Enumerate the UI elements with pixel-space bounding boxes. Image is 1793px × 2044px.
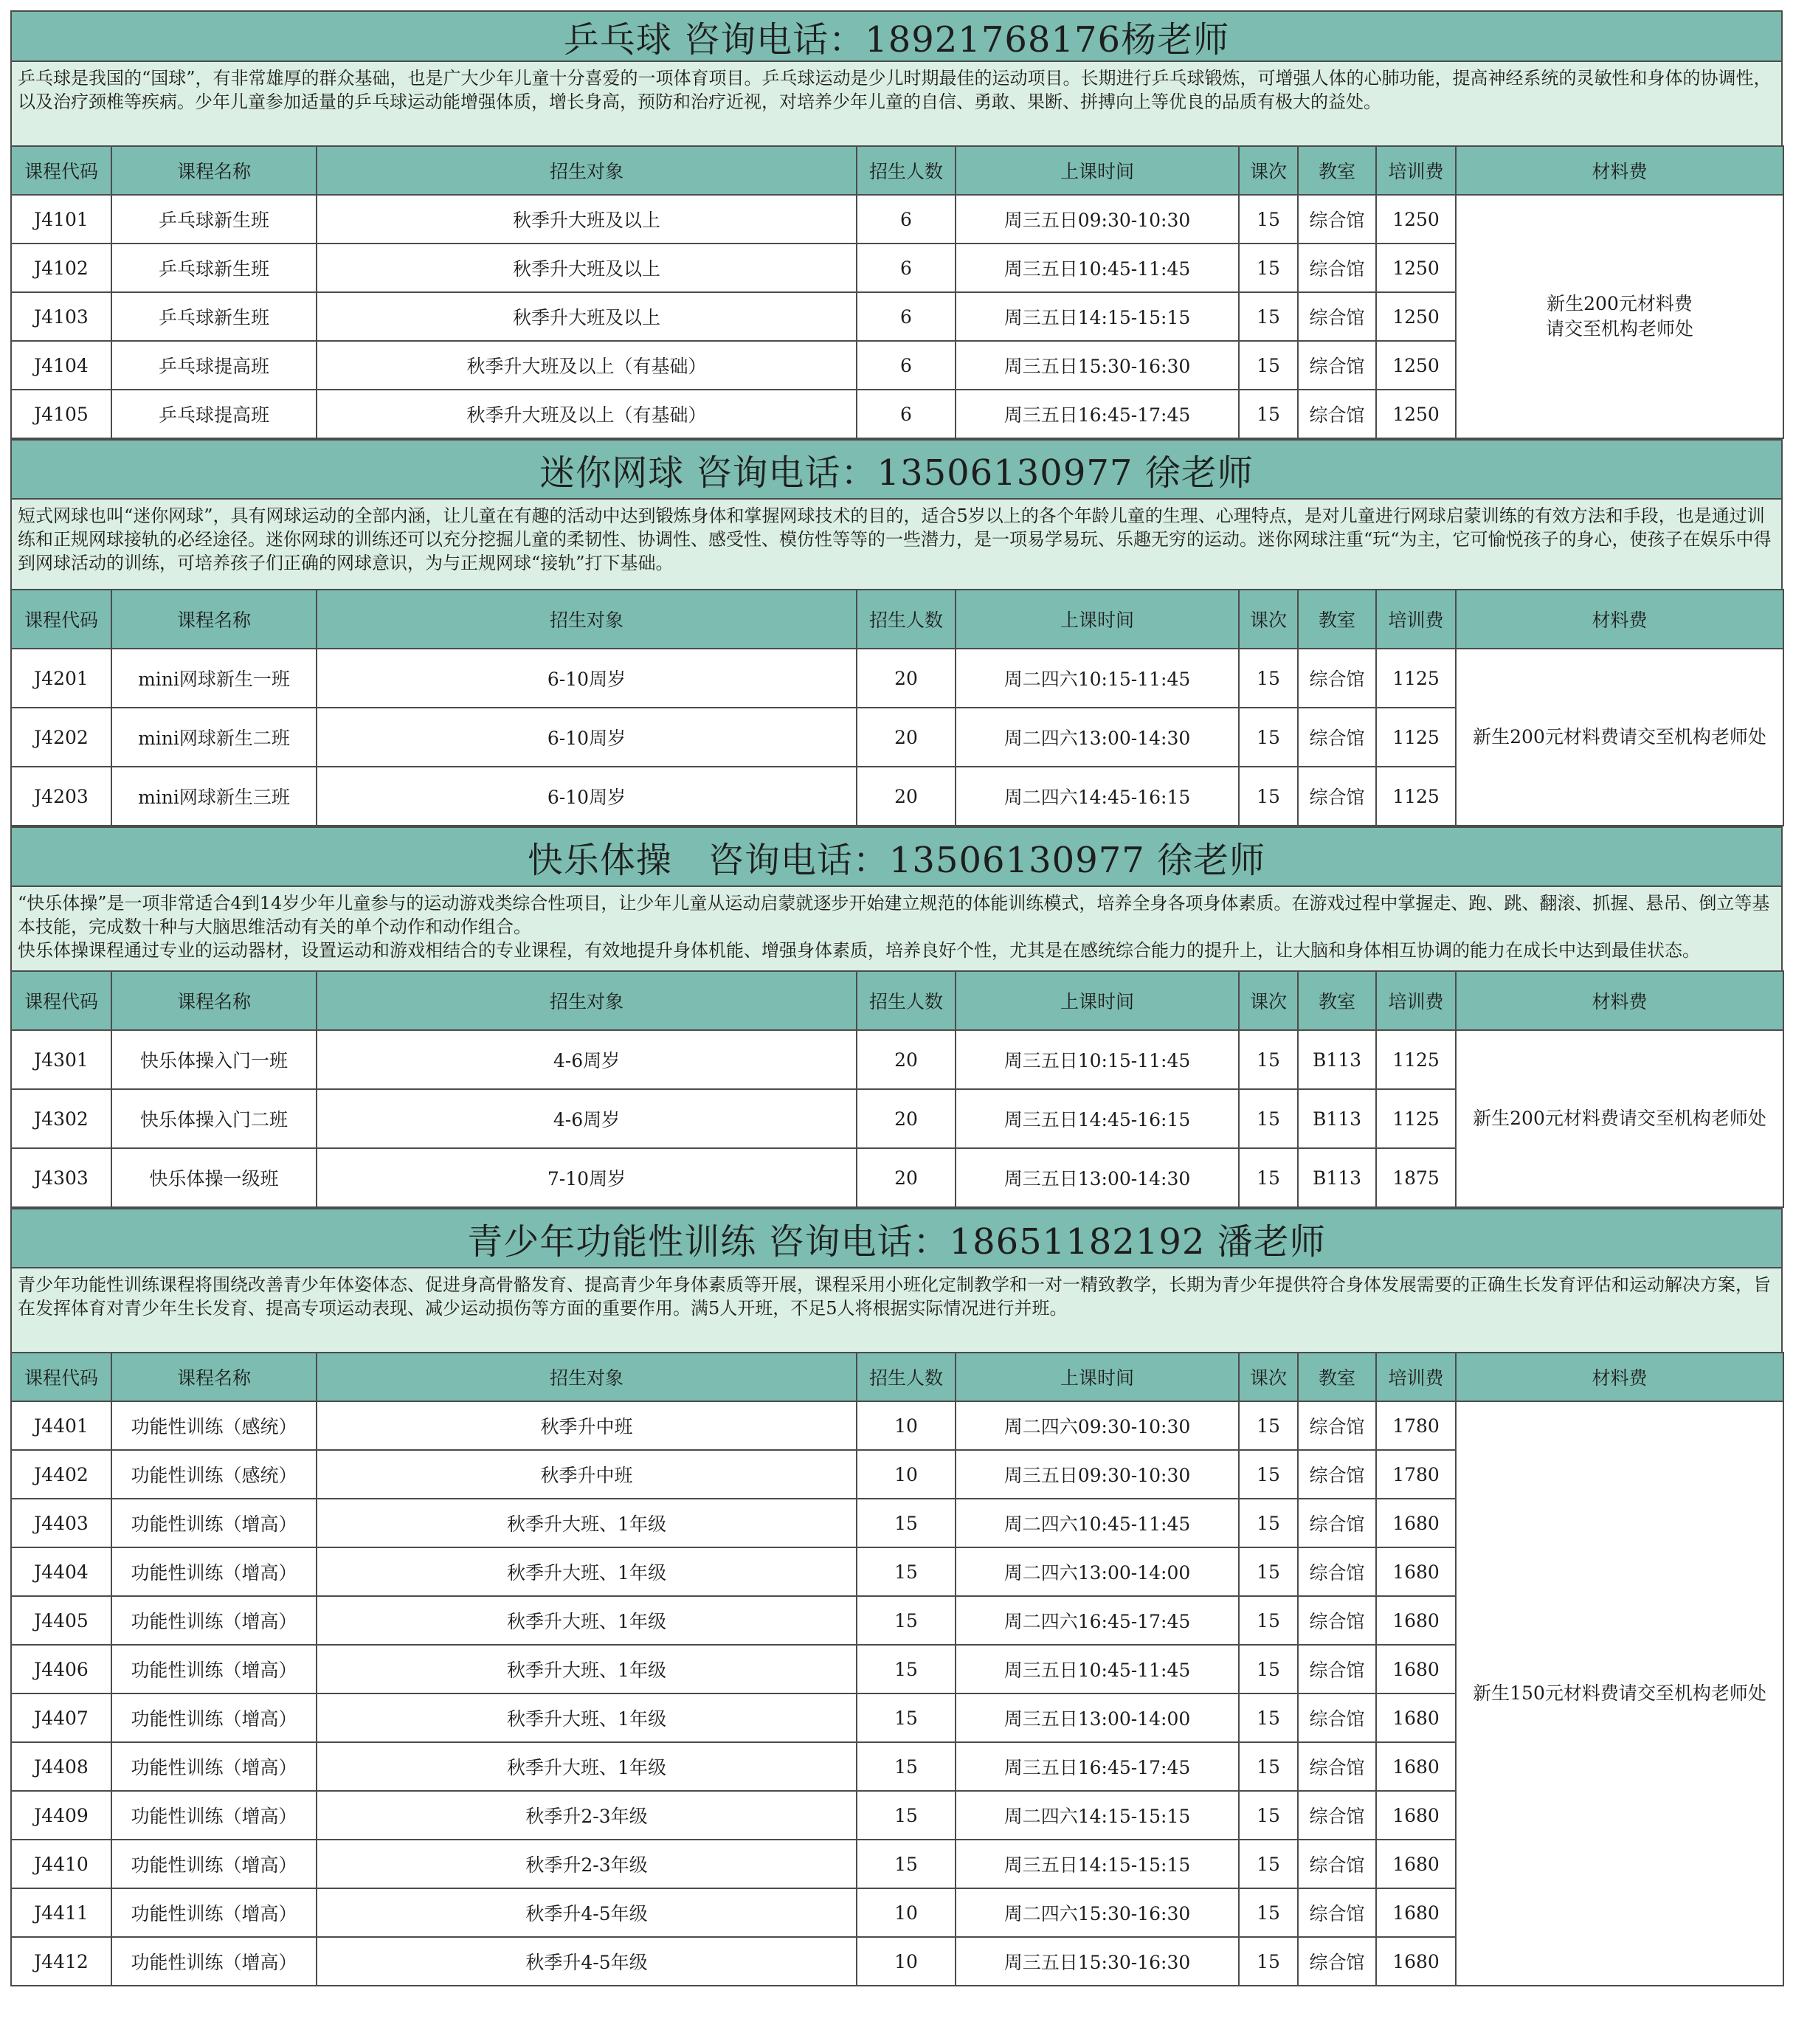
cell-course-code: J4101 <box>11 195 111 244</box>
cell-course-name: 功能性训练（增高） <box>111 1499 317 1547</box>
cell-tuition: 1250 <box>1376 244 1456 292</box>
cell-target-students: 秋季升大班及以上 <box>317 244 857 292</box>
cell-course-code: J4201 <box>11 649 111 708</box>
section-description: 青少年功能性训练课程将围绕改善青少年体姿体态、促进身高骨骼发育、提高青少年身体素质等开展，课程采用小班化定制教学和一对一精致教学，长期为青少年提供符合身体发展需要的正确生长发育评估和运动解决方案，旨在发挥体育对青少年生长发育、提高专项运动表现、减少运动损伤等方面的重要作用。满5人开班，不足5人将根据实际情况进行并班。 <box>10 1267 1783 1352</box>
cell-enrollment: 15 <box>857 1499 956 1547</box>
cell-class-time: 周三五日15:30-16:30 <box>956 1937 1239 1986</box>
cell-class-time: 周三五日16:45-17:45 <box>956 390 1239 438</box>
cell-tuition: 1680 <box>1376 1937 1456 1986</box>
cell-class-time: 周三五日09:30-10:30 <box>956 1450 1239 1499</box>
cell-target-students: 秋季升4-5年级 <box>317 1888 857 1937</box>
cell-sessions: 15 <box>1239 1840 1298 1888</box>
header-course-name: 课程名称 <box>111 971 317 1030</box>
cell-course-name: 功能性训练（增高） <box>111 1596 317 1645</box>
header-enrollment: 招生人数 <box>857 590 956 649</box>
cell-course-name: 快乐体操一级班 <box>111 1148 317 1207</box>
cell-target-students: 秋季升大班及以上 <box>317 292 857 341</box>
cell-sessions: 15 <box>1239 1645 1298 1693</box>
cell-course-name: 功能性训练（感统） <box>111 1401 317 1450</box>
cell-tuition: 1250 <box>1376 195 1456 244</box>
table-row <box>11 649 1783 708</box>
cell-class-time: 周二四六16:45-17:45 <box>956 1596 1239 1645</box>
cell-target-students: 秋季升大班、1年级 <box>317 1596 857 1645</box>
cell-sessions: 15 <box>1239 1547 1298 1596</box>
cell-material-fee: 新生200元材料费请交至机构老师处 <box>1456 1030 1783 1207</box>
cell-class-time: 周二四六14:45-16:15 <box>956 767 1239 826</box>
cell-sessions: 15 <box>1239 767 1298 826</box>
header-tuition: 培训费 <box>1376 971 1456 1030</box>
cell-course-name: 功能性训练（感统） <box>111 1450 317 1499</box>
cell-class-time: 周二四六10:15-11:45 <box>956 649 1239 708</box>
cell-tuition: 1125 <box>1376 767 1456 826</box>
cell-enrollment: 15 <box>857 1596 956 1645</box>
cell-class-time: 周三五日16:45-17:45 <box>956 1742 1239 1791</box>
cell-target-students: 秋季升中班 <box>317 1401 857 1450</box>
cell-classroom: 综合馆 <box>1298 1840 1376 1888</box>
header-classroom: 教室 <box>1298 146 1376 195</box>
cell-sessions: 15 <box>1239 1888 1298 1937</box>
cell-classroom: B113 <box>1298 1030 1376 1089</box>
cell-target-students: 6-10周岁 <box>317 708 857 767</box>
cell-course-name: 快乐体操入门二班 <box>111 1089 317 1148</box>
cell-enrollment: 15 <box>857 1840 956 1888</box>
cell-class-time: 周二四六13:00-14:00 <box>956 1547 1239 1596</box>
cell-tuition: 1780 <box>1376 1450 1456 1499</box>
cell-classroom: B113 <box>1298 1089 1376 1148</box>
cell-target-students: 秋季升大班、1年级 <box>317 1693 857 1742</box>
cell-course-code: J4102 <box>11 244 111 292</box>
cell-course-name: 乒乓球提高班 <box>111 341 317 390</box>
cell-tuition: 1680 <box>1376 1547 1456 1596</box>
header-course-name: 课程名称 <box>111 1353 317 1401</box>
cell-course-code: J4407 <box>11 1693 111 1742</box>
cell-course-code: J4410 <box>11 1840 111 1888</box>
cell-course-name: mini网球新生一班 <box>111 649 317 708</box>
header-course-code: 课程代码 <box>11 1353 111 1401</box>
cell-sessions: 15 <box>1239 1791 1298 1840</box>
cell-tuition: 1125 <box>1376 708 1456 767</box>
cell-sessions: 15 <box>1239 341 1298 390</box>
header-sessions: 课次 <box>1239 590 1298 649</box>
section-title: 乒乓球 咨询电话：18921768176杨老师 <box>10 10 1783 61</box>
cell-course-name: 功能性训练（增高） <box>111 1840 317 1888</box>
cell-course-code: J4303 <box>11 1148 111 1207</box>
cell-tuition: 1125 <box>1376 1089 1456 1148</box>
cell-enrollment: 10 <box>857 1450 956 1499</box>
cell-classroom: 综合馆 <box>1298 244 1376 292</box>
cell-material-fee: 新生200元材料费 请交至机构老师处 <box>1456 195 1783 438</box>
cell-tuition: 1680 <box>1376 1693 1456 1742</box>
cell-enrollment: 15 <box>857 1742 956 1791</box>
cell-tuition: 1125 <box>1376 1030 1456 1089</box>
cell-classroom: 综合馆 <box>1298 341 1376 390</box>
cell-sessions: 15 <box>1239 195 1298 244</box>
cell-course-name: 乒乓球新生班 <box>111 244 317 292</box>
header-sessions: 课次 <box>1239 1353 1298 1401</box>
cell-course-name: 功能性训练（增高） <box>111 1742 317 1791</box>
header-material-fee: 材料费 <box>1456 971 1783 1030</box>
cell-target-students: 秋季升大班及以上（有基础） <box>317 341 857 390</box>
cell-class-time: 周三五日14:15-15:15 <box>956 1840 1239 1888</box>
cell-sessions: 15 <box>1239 708 1298 767</box>
cell-course-code: J4403 <box>11 1499 111 1547</box>
cell-enrollment: 6 <box>857 195 956 244</box>
cell-enrollment: 20 <box>857 767 956 826</box>
cell-enrollment: 20 <box>857 1030 956 1089</box>
cell-classroom: 综合馆 <box>1298 390 1376 438</box>
cell-course-name: mini网球新生二班 <box>111 708 317 767</box>
cell-target-students: 6-10周岁 <box>317 767 857 826</box>
course-table <box>10 1352 1784 1986</box>
course-table <box>10 589 1784 826</box>
cell-course-code: J4409 <box>11 1791 111 1840</box>
cell-material-fee: 新生200元材料费请交至机构老师处 <box>1456 649 1783 826</box>
cell-enrollment: 20 <box>857 649 956 708</box>
header-class-time: 上课时间 <box>956 1353 1239 1401</box>
header-tuition: 培训费 <box>1376 146 1456 195</box>
section-happy-gymnastics <box>10 826 1783 1208</box>
cell-classroom: 综合馆 <box>1298 1596 1376 1645</box>
section-title: 快乐体操 咨询电话：13506130977 徐老师 <box>10 826 1783 885</box>
cell-course-name: 乒乓球新生班 <box>111 195 317 244</box>
cell-course-name: 功能性训练（增高） <box>111 1547 317 1596</box>
cell-target-students: 6-10周岁 <box>317 649 857 708</box>
cell-course-code: J4302 <box>11 1089 111 1148</box>
cell-sessions: 15 <box>1239 1499 1298 1547</box>
cell-course-code: J4401 <box>11 1401 111 1450</box>
cell-course-code: J4402 <box>11 1450 111 1499</box>
cell-enrollment: 6 <box>857 390 956 438</box>
cell-target-students: 秋季升大班、1年级 <box>317 1742 857 1791</box>
header-tuition: 培训费 <box>1376 590 1456 649</box>
cell-course-code: J4104 <box>11 341 111 390</box>
cell-tuition: 1125 <box>1376 649 1456 708</box>
cell-tuition: 1680 <box>1376 1499 1456 1547</box>
cell-sessions: 15 <box>1239 1937 1298 1986</box>
cell-target-students: 秋季升大班及以上（有基础） <box>317 390 857 438</box>
cell-class-time: 周三五日10:15-11:45 <box>956 1030 1239 1089</box>
cell-classroom: 综合馆 <box>1298 1547 1376 1596</box>
cell-sessions: 15 <box>1239 649 1298 708</box>
cell-target-students: 秋季升2-3年级 <box>317 1791 857 1840</box>
table-row <box>11 1401 1783 1450</box>
cell-classroom: 综合馆 <box>1298 1937 1376 1986</box>
cell-class-time: 周二四六13:00-14:30 <box>956 708 1239 767</box>
cell-class-time: 周二四六09:30-10:30 <box>956 1401 1239 1450</box>
cell-enrollment: 15 <box>857 1645 956 1693</box>
cell-class-time: 周三五日15:30-16:30 <box>956 341 1239 390</box>
header-sessions: 课次 <box>1239 146 1298 195</box>
cell-classroom: 综合馆 <box>1298 1888 1376 1937</box>
cell-target-students: 秋季升大班及以上 <box>317 195 857 244</box>
cell-course-code: J4103 <box>11 292 111 341</box>
cell-class-time: 周二四六10:45-11:45 <box>956 1499 1239 1547</box>
section-title: 青少年功能性训练 咨询电话：18651182192 潘老师 <box>10 1208 1783 1267</box>
cell-course-code: J4406 <box>11 1645 111 1693</box>
cell-tuition: 1250 <box>1376 341 1456 390</box>
cell-enrollment: 15 <box>857 1791 956 1840</box>
section-description: 乒乓球是我国的“国球”，有非常雄厚的群众基础，也是广大少年儿童十分喜爱的一项体育项目。乒乓球运动是少儿时期最佳的运动项目。长期进行乒乓球锻炼，可增强人体的心肺功能，提高神经系统的灵敏性和身体的协调性，以及治疗颈椎等疾病。少年儿童参加适量的乒乓球运动能增强体质，增长身高，预防和治疗近视，对培养少年儿童的自信、勇敢、果断、拼搏向上等优良的品质有极大的益处。 <box>10 61 1783 145</box>
cell-target-students: 秋季升2-3年级 <box>317 1840 857 1888</box>
header-class-time: 上课时间 <box>956 590 1239 649</box>
cell-classroom: B113 <box>1298 1148 1376 1207</box>
cell-tuition: 1680 <box>1376 1645 1456 1693</box>
cell-tuition: 1680 <box>1376 1596 1456 1645</box>
section-functional-training <box>10 1208 1783 1986</box>
cell-sessions: 15 <box>1239 1450 1298 1499</box>
cell-course-name: 功能性训练（增高） <box>111 1645 317 1693</box>
cell-course-code: J4105 <box>11 390 111 438</box>
cell-class-time: 周二四六15:30-16:30 <box>956 1888 1239 1937</box>
cell-course-name: 功能性训练（增高） <box>111 1937 317 1986</box>
header-classroom: 教室 <box>1298 1353 1376 1401</box>
cell-sessions: 15 <box>1239 1742 1298 1791</box>
header-course-name: 课程名称 <box>111 146 317 195</box>
cell-course-name: 功能性训练（增高） <box>111 1791 317 1840</box>
header-target-students: 招生对象 <box>317 1353 857 1401</box>
cell-classroom: 综合馆 <box>1298 1401 1376 1450</box>
cell-classroom: 综合馆 <box>1298 1450 1376 1499</box>
header-enrollment: 招生人数 <box>857 971 956 1030</box>
cell-sessions: 15 <box>1239 1596 1298 1645</box>
header-classroom: 教室 <box>1298 590 1376 649</box>
cell-material-fee: 新生150元材料费请交至机构老师处 <box>1456 1401 1783 1986</box>
section-table-tennis <box>10 10 1783 439</box>
cell-class-time: 周三五日14:45-16:15 <box>956 1089 1239 1148</box>
header-course-name: 课程名称 <box>111 590 317 649</box>
section-title: 迷你网球 咨询电话：13506130977 徐老师 <box>10 439 1783 498</box>
cell-sessions: 15 <box>1239 1693 1298 1742</box>
cell-class-time: 周三五日10:45-11:45 <box>956 1645 1239 1693</box>
table-row <box>11 195 1783 244</box>
cell-tuition: 1680 <box>1376 1742 1456 1791</box>
cell-classroom: 综合馆 <box>1298 1791 1376 1840</box>
header-target-students: 招生对象 <box>317 971 857 1030</box>
cell-tuition: 1680 <box>1376 1888 1456 1937</box>
header-course-code: 课程代码 <box>11 971 111 1030</box>
cell-course-code: J4408 <box>11 1742 111 1791</box>
cell-classroom: 综合馆 <box>1298 1645 1376 1693</box>
header-material-fee: 材料费 <box>1456 146 1783 195</box>
header-target-students: 招生对象 <box>317 590 857 649</box>
course-table <box>10 145 1784 439</box>
cell-tuition: 1250 <box>1376 390 1456 438</box>
header-course-code: 课程代码 <box>11 590 111 649</box>
cell-course-code: J4202 <box>11 708 111 767</box>
cell-classroom: 综合馆 <box>1298 708 1376 767</box>
cell-sessions: 15 <box>1239 1030 1298 1089</box>
cell-sessions: 15 <box>1239 1089 1298 1148</box>
cell-target-students: 秋季升大班、1年级 <box>317 1499 857 1547</box>
header-course-code: 课程代码 <box>11 146 111 195</box>
header-classroom: 教室 <box>1298 971 1376 1030</box>
cell-tuition: 1875 <box>1376 1148 1456 1207</box>
cell-enrollment: 10 <box>857 1888 956 1937</box>
cell-classroom: 综合馆 <box>1298 1742 1376 1791</box>
cell-course-code: J4412 <box>11 1937 111 1986</box>
cell-target-students: 4-6周岁 <box>317 1030 857 1089</box>
header-tuition: 培训费 <box>1376 1353 1456 1401</box>
cell-enrollment: 6 <box>857 244 956 292</box>
table-header-row <box>11 146 1783 195</box>
cell-enrollment: 20 <box>857 1148 956 1207</box>
cell-enrollment: 10 <box>857 1401 956 1450</box>
cell-enrollment: 6 <box>857 292 956 341</box>
cell-classroom: 综合馆 <box>1298 649 1376 708</box>
cell-course-name: 乒乓球提高班 <box>111 390 317 438</box>
header-class-time: 上课时间 <box>956 146 1239 195</box>
cell-course-code: J4411 <box>11 1888 111 1937</box>
table-header-row <box>11 590 1783 649</box>
section-description: “快乐体操”是一项非常适合4到14岁少年儿童参与的运动游戏类综合性项目，让少年儿童从运动启蒙就逐步开始建立规范的体能训练模式，培养全身各项身体素质。在游戏过程中掌握走、跑、跳、翻滚、抓握、悬吊、倒立等基本技能，完成数十种与大脑思维活动有关的单个动作和动作组合。 快乐体操课程通过专业的运动器材，设置运动和游戏相结合的专业课程，有效地提升身体机能、增强身体素质，培养良好个性，尤其是在感统综合能力的提升上，让大脑和身体相互协调的能力在成长中达到最佳状态。 <box>10 885 1783 970</box>
header-enrollment: 招生人数 <box>857 146 956 195</box>
cell-sessions: 15 <box>1239 390 1298 438</box>
section-mini-tennis <box>10 439 1783 826</box>
cell-enrollment: 20 <box>857 1089 956 1148</box>
table-header-row <box>11 971 1783 1030</box>
cell-course-name: 乒乓球新生班 <box>111 292 317 341</box>
cell-course-name: mini网球新生三班 <box>111 767 317 826</box>
course-sheet <box>10 10 1783 1986</box>
cell-sessions: 15 <box>1239 244 1298 292</box>
cell-class-time: 周二四六14:15-15:15 <box>956 1791 1239 1840</box>
cell-tuition: 1680 <box>1376 1840 1456 1888</box>
course-table <box>10 970 1784 1208</box>
cell-classroom: 综合馆 <box>1298 1499 1376 1547</box>
cell-target-students: 秋季升中班 <box>317 1450 857 1499</box>
section-description: 短式网球也叫“迷你网球”，具有网球运动的全部内涵，让儿童在有趣的活动中达到锻炼身体和掌握网球技术的目的，适合5岁以上的各个年龄儿童的生理、心理特点，是对儿童进行网球启蒙训练的有效方法和手段，也是通过训练和正规网球接轨的必经途径。迷你网球的训练还可以充分挖掘儿童的柔韧性、协调性、感受性、模仿性等等的一些潜力，是一项易学易玩、乐趣无穷的运动。迷你网球注重“玩“为主，它可愉悦孩子的身心，使孩子在娱乐中得到网球活动的训练，可培养孩子们正确的网球意识，为与正规网球“接轨”打下基础。 <box>10 498 1783 589</box>
table-row <box>11 1030 1783 1089</box>
cell-class-time: 周三五日09:30-10:30 <box>956 195 1239 244</box>
cell-target-students: 7-10周岁 <box>317 1148 857 1207</box>
cell-class-time: 周三五日10:45-11:45 <box>956 244 1239 292</box>
cell-class-time: 周三五日14:15-15:15 <box>956 292 1239 341</box>
cell-course-code: J4405 <box>11 1596 111 1645</box>
cell-classroom: 综合馆 <box>1298 1693 1376 1742</box>
cell-course-code: J4203 <box>11 767 111 826</box>
header-material-fee: 材料费 <box>1456 1353 1783 1401</box>
cell-enrollment: 15 <box>857 1693 956 1742</box>
cell-enrollment: 20 <box>857 708 956 767</box>
cell-enrollment: 6 <box>857 341 956 390</box>
header-enrollment: 招生人数 <box>857 1353 956 1401</box>
cell-enrollment: 15 <box>857 1547 956 1596</box>
cell-enrollment: 10 <box>857 1937 956 1986</box>
header-class-time: 上课时间 <box>956 971 1239 1030</box>
header-target-students: 招生对象 <box>317 146 857 195</box>
header-material-fee: 材料费 <box>1456 590 1783 649</box>
cell-tuition: 1250 <box>1376 292 1456 341</box>
cell-tuition: 1680 <box>1376 1791 1456 1840</box>
cell-course-code: J4404 <box>11 1547 111 1596</box>
cell-sessions: 15 <box>1239 1401 1298 1450</box>
cell-target-students: 秋季升大班、1年级 <box>317 1547 857 1596</box>
table-header-row <box>11 1353 1783 1401</box>
cell-tuition: 1780 <box>1376 1401 1456 1450</box>
cell-target-students: 秋季升4-5年级 <box>317 1937 857 1986</box>
cell-class-time: 周三五日13:00-14:00 <box>956 1693 1239 1742</box>
cell-classroom: 综合馆 <box>1298 767 1376 826</box>
cell-sessions: 15 <box>1239 292 1298 341</box>
cell-classroom: 综合馆 <box>1298 195 1376 244</box>
cell-course-name: 功能性训练（增高） <box>111 1693 317 1742</box>
cell-classroom: 综合馆 <box>1298 292 1376 341</box>
cell-target-students: 秋季升大班、1年级 <box>317 1645 857 1693</box>
cell-course-name: 功能性训练（增高） <box>111 1888 317 1937</box>
header-sessions: 课次 <box>1239 971 1298 1030</box>
cell-course-name: 快乐体操入门一班 <box>111 1030 317 1089</box>
cell-target-students: 4-6周岁 <box>317 1089 857 1148</box>
cell-course-code: J4301 <box>11 1030 111 1089</box>
cell-sessions: 15 <box>1239 1148 1298 1207</box>
cell-class-time: 周三五日13:00-14:30 <box>956 1148 1239 1207</box>
